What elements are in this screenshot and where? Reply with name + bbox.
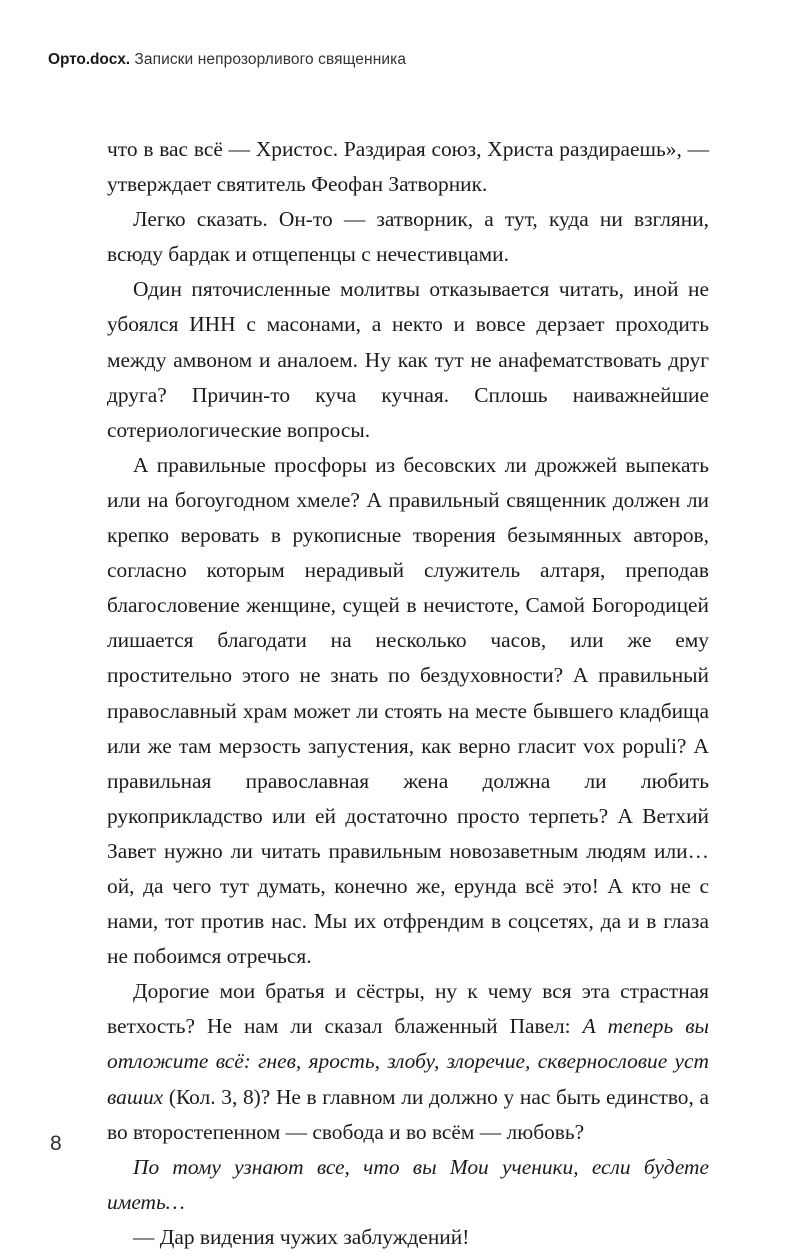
text-run: что в вас всё — Христос. Раздирая союз, Христа раздираешь», — утверждает святитель Феофан Затворник. (107, 137, 709, 197)
text-run: (Кол. 3, 8)? Не в главном ли должно у нас быть единство, а во второстепенном — свобода и во всём — любовь? (107, 1084, 709, 1144)
body-text (107, 132, 709, 1255)
scripture-quote: А теперь вы отложите всё: гнев, ярость, злобу, злоречие, сквернословие уст ваших (107, 1014, 709, 1109)
text-run: Дорогие мои братья и сёстры, ну к чему вся эта страстная ветхость? Не нам ли сказал блаженный Павел: (107, 979, 709, 1039)
text-run: Легко сказать. Он-то — затворник, а тут, куда ни взгляни, всюду бардак и отщепенцы с нечестивцами. (107, 207, 709, 267)
paragraph (107, 1150, 709, 1220)
paragraph (107, 132, 709, 202)
running-head-chapter-title: Записки непрозорливого священника (134, 51, 407, 68)
page-number: 8 (50, 1132, 62, 1155)
running-head (48, 50, 738, 70)
paragraph (107, 974, 709, 1149)
running-head-book-title: Орто.docx. (48, 51, 130, 68)
paragraph (107, 272, 709, 447)
text-run: А правильные просфоры из бесовских ли дрожжей выпекать или на богоугодном хмеле? А правильный священник должен ли крепко веровать в рукописные творения безымянных авторов, согласно которым нерадивый служитель алтаря, преподав благословение женщине, сущей в нечистоте, Самой Богородицей лишается благодати на несколько часов, или же ему простительно этого не знать по бездуховности? А правильный православный храм может ли стоять на месте бывшего кладбища или же там мерзость запустения, как верно гласит vox populi? А правильная православная жена должна ли любить рукоприкладство или ей достаточно просто терпеть? А Ветхий Завет нужно ли читать правильным новозаветным людям или… ой, да чего тут думать, конечно же, ерунда всё это! А кто не с нами, тот против нас. Мы их отфрендим в соцсетях, да и в глаза не побоимся отречься. (107, 452, 709, 969)
text-run: — Дар видения чужих заблуждений! (133, 1224, 470, 1249)
paragraph (107, 202, 709, 272)
text-run: Один пяточисленные молитвы отказывается читать, иной не убоялся ИНН с масонами, а некто и вовсе дерзает проходить между амвоном и аналоем. Ну как тут не анафематствовать друг друга? Причин-то куча кучная. Сплошь наиважнейшие сотериологические вопросы. (107, 277, 709, 442)
paragraph (107, 1220, 709, 1255)
scripture-quote: По тому узнают все, что вы Мои ученики, если будете иметь… (107, 1154, 709, 1214)
paragraph (107, 448, 709, 974)
